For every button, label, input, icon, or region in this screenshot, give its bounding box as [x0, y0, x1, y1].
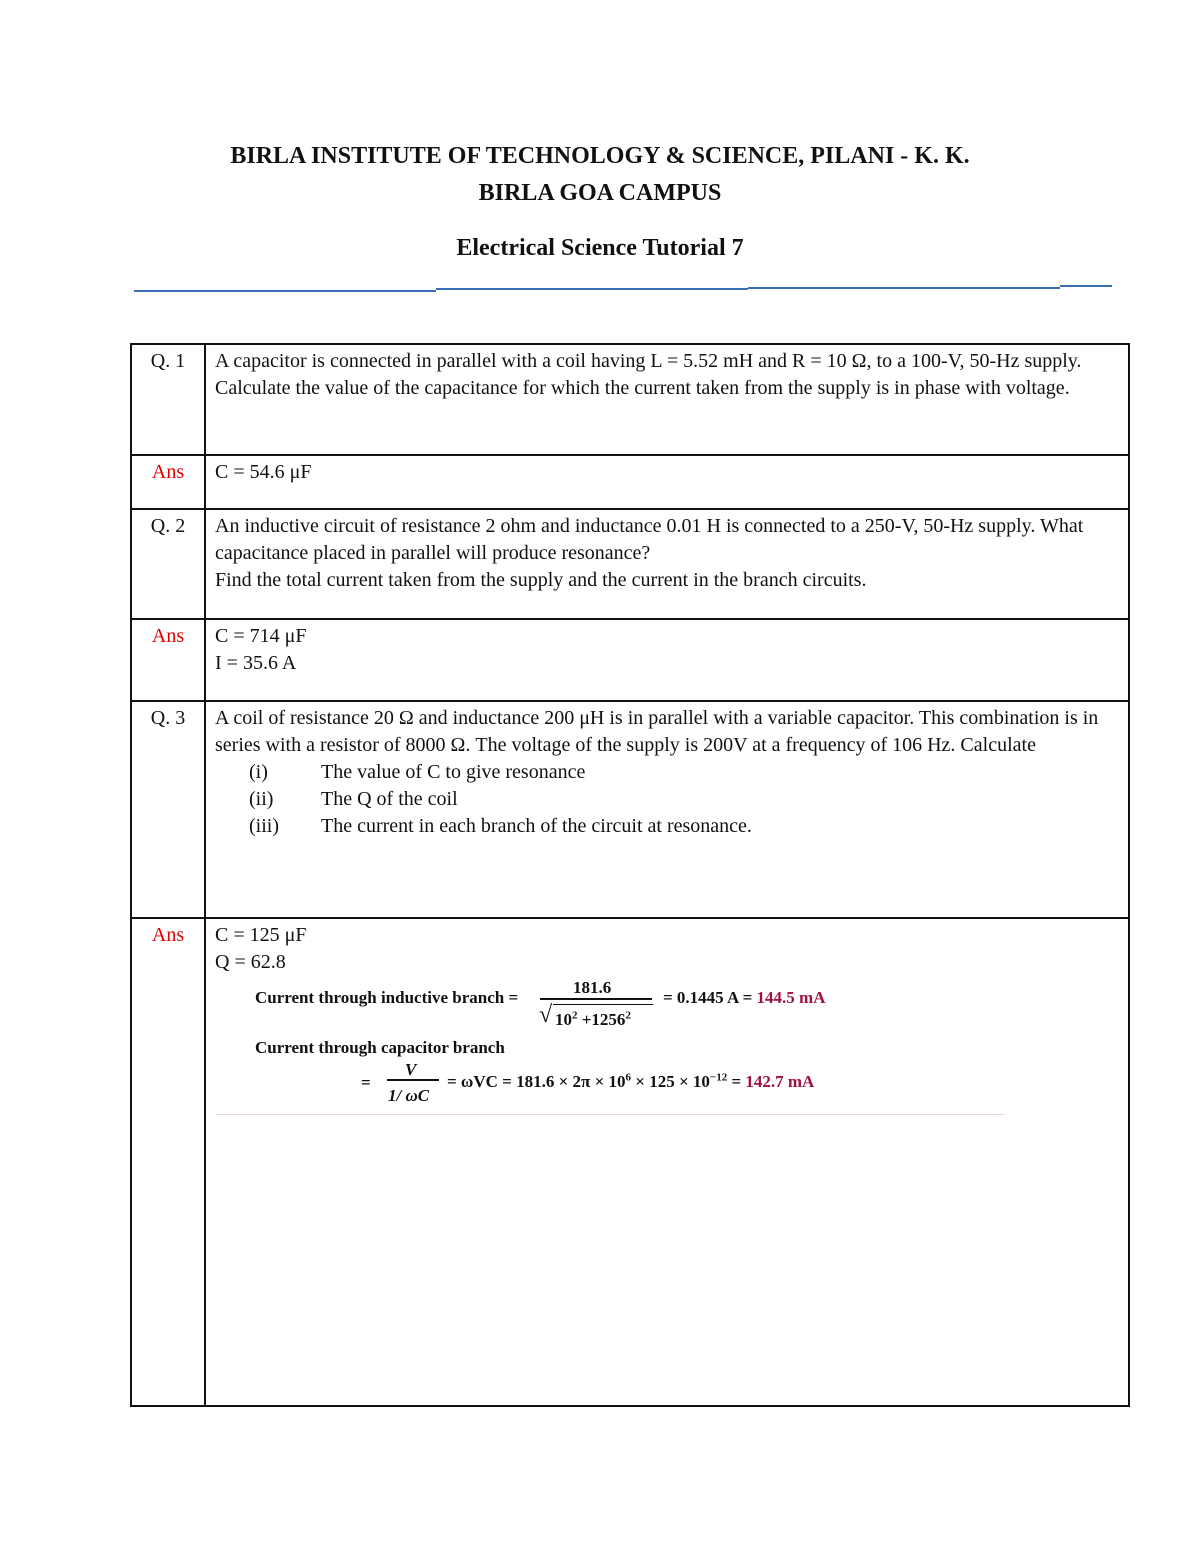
header-rule-3 — [748, 287, 1060, 289]
q3-item-2 — [215, 786, 1119, 813]
q2-text-1: An inductive circuit of resistance 2 ohm and inductance 0.01 H is connected to a 250-V, 50-Hz supply. What capacitance placed in parallel will produce resonance? — [215, 515, 1084, 564]
q1-answer-row — [131, 455, 1129, 509]
q2-row — [131, 509, 1129, 619]
q1-label: Q. 1 — [131, 344, 205, 455]
fraction-bar-1 — [540, 998, 652, 1000]
q1-row — [131, 344, 1129, 455]
q2-label: Q. 2 — [131, 509, 205, 619]
inductive-denominator: $10^2 +1256^2$ — [555, 1009, 631, 1029]
header-rule-2 — [436, 288, 748, 290]
q3-item-3 — [215, 813, 1119, 840]
sqrt-bar — [553, 1004, 653, 1005]
q3-item-1 — [215, 759, 1119, 786]
divider-line — [215, 1114, 1005, 1115]
q3-text — [205, 701, 1129, 918]
q1-answer: C = 54.6 μF — [205, 455, 1129, 509]
q3-item-3-num: (iii) — [249, 815, 279, 837]
q3-item-2-text: The Q of the coil — [321, 788, 458, 810]
sqrt-icon: √ — [539, 1002, 553, 1028]
tutorial-table — [130, 343, 1130, 1407]
fraction-bar-2 — [387, 1079, 439, 1081]
q2-answer-1: C = 714 μF — [215, 625, 307, 647]
q3-item-3-text: The current in each branch of the circuit at resonance. — [321, 815, 752, 837]
equals-sign: = — [361, 1073, 371, 1092]
q2-text-2: Find the total current taken from the supply and the current in the branch circuits. — [215, 569, 867, 591]
q1-text: A capacitor is connected in parallel with a coil having L = 5.52 mH and R = 10 Ω, to a 100-V, 50-Hz supply. Calculate the value of the capacitance for which the current taken from the supply is in phase with voltage. — [205, 344, 1129, 455]
q3-item-1-text: The value of C to give resonance — [321, 761, 586, 783]
inductive-result: = 0.1445 A = 144.5 mA — [663, 988, 826, 1007]
capacitor-frac-den: 1/ ωC — [388, 1086, 430, 1105]
q3-answer-row — [131, 918, 1129, 1406]
institute-name: BIRLA INSTITUTE OF TECHNOLOGY & SCIENCE, PILANI - K. K. — [230, 143, 970, 169]
inductive-branch-label: Current through inductive branch = — [255, 988, 519, 1007]
q2-answer-row — [131, 619, 1129, 701]
q3-answer-2: Q = 62.8 — [215, 951, 286, 973]
q3-ans-label: Ans — [131, 918, 205, 1406]
q3-item-1-num: (i) — [249, 761, 268, 783]
capacitor-branch-label: Current through capacitor branch — [255, 1038, 505, 1057]
q2-answer-2: I = 35.6 A — [215, 652, 297, 674]
capacitor-expression: = $\omega VC = 181.6 \times 2\pi \times 10^6 \times 125 \times 10^{-12} = 142.7$ mA — [447, 1071, 815, 1091]
inductive-numerator: 181.6 — [573, 978, 612, 997]
q3-item-2-num: (ii) — [249, 788, 274, 810]
q3-answer — [205, 918, 1129, 1406]
q1-ans-label: Ans — [131, 455, 205, 509]
q2-ans-label: Ans — [131, 619, 205, 701]
campus-name: BIRLA GOA CAMPUS — [478, 180, 722, 206]
document-title: Electrical Science Tutorial 7 — [456, 235, 744, 261]
q3-answer-1: C = 125 μF — [215, 924, 307, 946]
q3-text-body: A coil of resistance 20 Ω and inductance 200 μH is in parallel with a variable capacitor. This combination is in series with a resistor of 8000 Ω. The voltage of the supply is 200V at a frequency of 106 Hz. Calculate — [215, 707, 1099, 756]
capacitor-frac-num: V — [405, 1060, 417, 1079]
q2-text — [205, 509, 1129, 619]
q3-label: Q. 3 — [131, 701, 205, 918]
q3-calculation — [215, 976, 1119, 1126]
header-rule-1 — [134, 290, 436, 292]
q2-answer — [205, 619, 1129, 701]
q3-row — [131, 701, 1129, 918]
header-rule-4 — [1060, 285, 1112, 287]
